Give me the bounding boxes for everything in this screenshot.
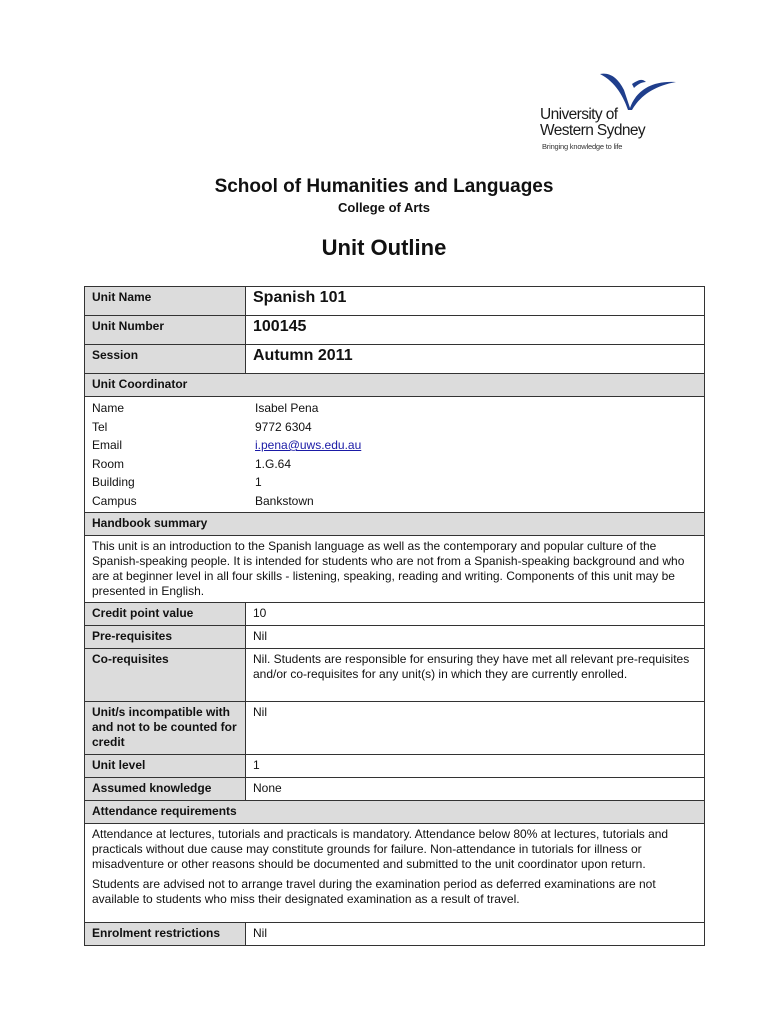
row-incompatible (85, 702, 705, 755)
label-unit-name: Unit Name (85, 287, 246, 316)
row-handbook-heading (85, 513, 705, 536)
coord-tel-label: Tel (92, 419, 108, 434)
coord-room-label: Room (92, 456, 125, 471)
value-session: Autumn 2011 (246, 345, 705, 374)
coord-name-value: Isabel Pena (255, 401, 319, 415)
value-assumed: None (246, 778, 705, 801)
handbook-heading: Handbook summary (85, 513, 705, 536)
coordinator-heading: Unit Coordinator (85, 374, 705, 397)
logo-tagline: Bringing knowledge to life (542, 142, 623, 151)
coord-building-value: 1 (255, 475, 262, 489)
attendance-heading: Attendance requirements (85, 801, 705, 824)
label-incompatible: Unit/s incompatible with and not to be counted for credit (85, 702, 246, 755)
row-attendance-heading (85, 801, 705, 824)
label-unit-level: Unit level (85, 755, 246, 778)
row-coordinator-heading (85, 374, 705, 397)
row-unit-level (85, 755, 705, 778)
handbook-summary-text: This unit is an introduction to the Spanish language as well as the contemporary and popular culture of the Spanish-speaking people. It is intended for students who are not from a Spanish-speaking background and who are at beginner level in all four skills - listening, speaking, reading and writing. Components of this unit may be presented in English. (85, 536, 705, 603)
row-assumed (85, 778, 705, 801)
row-credit (85, 603, 705, 626)
coord-name-label: Name (92, 401, 125, 415)
row-session (85, 345, 705, 374)
label-prereq: Pre-requisites (85, 626, 246, 649)
coord-tel-value: 9772 6304 (255, 419, 312, 434)
coord-campus-label: Campus (92, 493, 137, 508)
value-unit-level: 1 (246, 755, 705, 778)
coord-email-link[interactable]: i.pena@uws.edu.au (255, 438, 362, 452)
university-logo (536, 68, 681, 158)
row-coreq (85, 649, 705, 702)
value-incompatible: Nil (246, 702, 705, 755)
label-unit-number: Unit Number (85, 316, 246, 345)
coordinator-details (85, 397, 705, 513)
page-title: Unit Outline (321, 235, 447, 260)
value-unit-name: Spanish 101 (246, 287, 705, 316)
attendance-para-2: Students are advised not to arrange travel during the examination period as deferred examinations are not available to students who miss their designated examination as a result of travel. (92, 877, 656, 906)
college-name: College of Arts (338, 200, 430, 215)
attendance-text (85, 824, 705, 923)
logo-line-2: Western Sydney (540, 122, 646, 139)
value-coreq: Nil. Students are responsible for ensuring they have met all relevant pre-requisites and/or co-requisites for any unit(s) in which they are currently enrolled. (246, 649, 705, 702)
label-session: Session (85, 345, 246, 374)
row-unit-number (85, 316, 705, 345)
attendance-para-1: Attendance at lectures, tutorials and practicals is mandatory. Attendance below 80% at lectures, tutorials and practicals without due cause may constitute grounds for failure. Non-attendance in tutorials for illness or misadventure or other reasons should be documented and submitted to the unit coordinator upon return. (92, 827, 669, 871)
label-coreq: Co-requisites (85, 649, 246, 702)
coord-email-label: Email (92, 438, 123, 452)
value-enrolment: Nil (246, 923, 705, 946)
label-enrolment: Enrolment restrictions (85, 923, 246, 946)
row-attendance-text (85, 824, 705, 923)
coord-building-label: Building (92, 475, 135, 489)
row-handbook-text (85, 536, 705, 603)
coord-room-value: 1.G.64 (255, 456, 292, 471)
value-unit-number: 100145 (246, 316, 705, 345)
row-prereq (85, 626, 705, 649)
value-credit: 10 (246, 603, 705, 626)
label-assumed: Assumed knowledge (85, 778, 246, 801)
label-credit: Credit point value (85, 603, 246, 626)
school-name: School of Humanities and Languages (214, 176, 554, 197)
coord-campus-value: Bankstown (255, 493, 314, 508)
row-coordinator-details (85, 397, 705, 513)
row-unit-name (85, 287, 705, 316)
logo-line-1: University of (540, 106, 618, 123)
row-enrolment (85, 923, 705, 946)
unit-outline-table (84, 286, 705, 946)
value-prereq: Nil (246, 626, 705, 649)
